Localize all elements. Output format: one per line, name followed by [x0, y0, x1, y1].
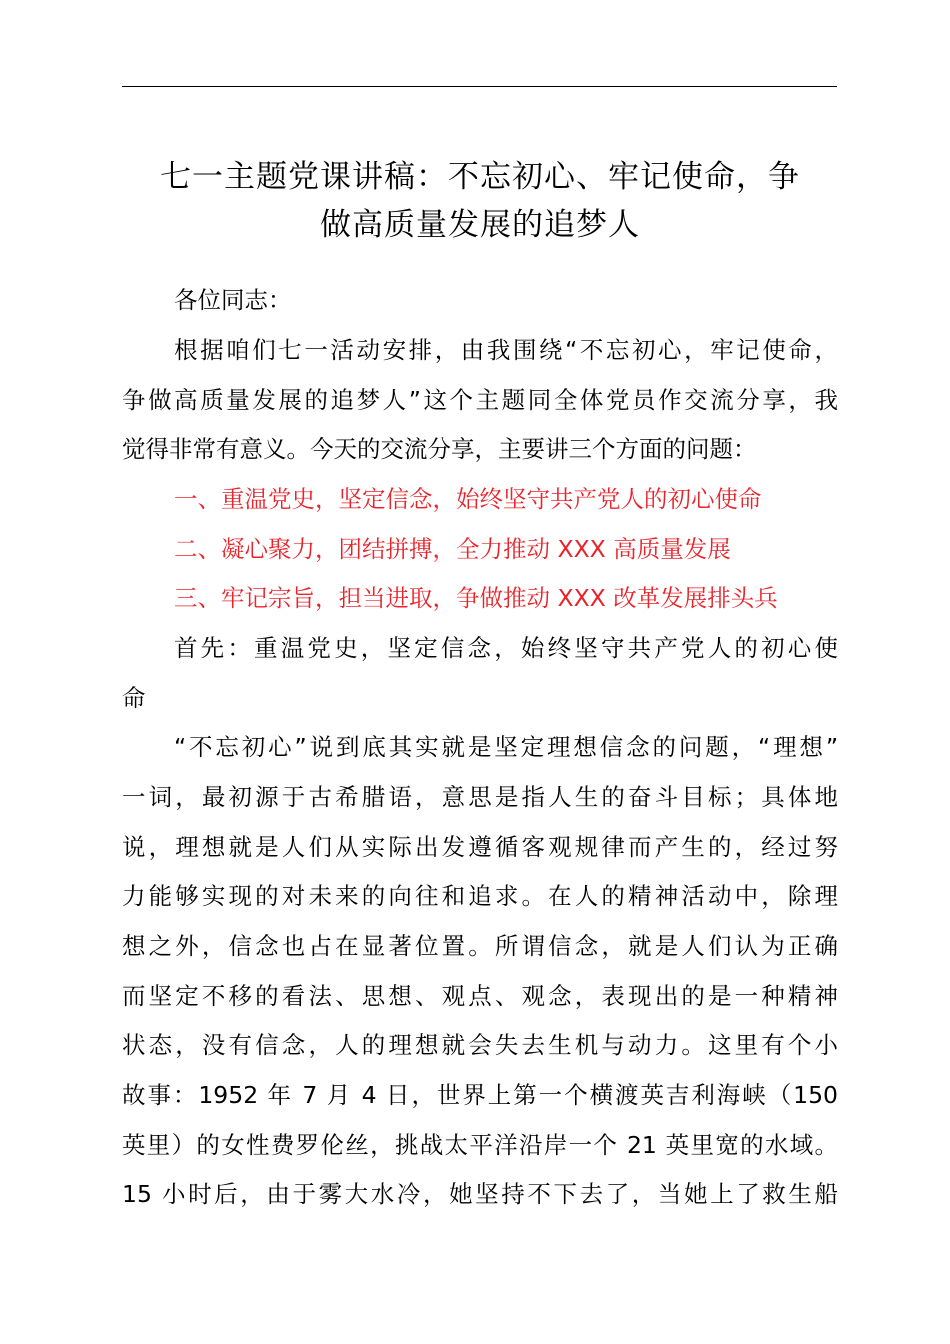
- document-title-line-2: 做高质量发展的追梦人: [320, 207, 640, 243]
- section-heading-cont: 命: [122, 684, 146, 712]
- outline-item-2: 二、凝心聚力，团结拼搏，全力推动 XXX 高质量发展: [174, 535, 731, 563]
- body-line: 一词，最初源于古希腊语，意思是指人生的奋斗目标；具体地: [122, 783, 838, 811]
- intro-line: 觉得非常有意义。今天的交流分享，主要讲三个方面的问题：: [122, 435, 757, 463]
- intro-line: 根据咱们七一活动安排，由我围绕“不忘初心，牢记使命，: [174, 336, 838, 364]
- body-line: 力能够实现的对未来的向往和追求。在人的精神活动中，除理: [122, 882, 838, 910]
- body-line: “不忘初心”说到底其实就是坚定理想信念的问题，“理想”: [174, 733, 838, 761]
- body-line: 说，理想就是人们从实际出发遵循客观规律而产生的，经过努: [122, 833, 838, 861]
- header-rule: [122, 86, 837, 87]
- outline-item-1: 一、重温党史，坚定信念，始终坚守共产党人的初心使命: [174, 485, 762, 513]
- body-line: 英里）的女性费罗伦丝，挑战太平洋沿岸一个 21 英里宽的水域。: [122, 1131, 838, 1159]
- body-line: 想之外，信念也占在显著位置。所谓信念，就是人们认为正确: [122, 932, 838, 960]
- body-line: 15 小时后，由于雾大水冷，她坚持不下去了，当她上了救生船: [122, 1180, 838, 1208]
- section-heading: 首先：重温党史，坚定信念，始终坚守共产党人的初心使: [174, 634, 838, 662]
- body-line: 故事：1952 年 7 月 4 日，世界上第一个横渡英吉利海峡（150: [122, 1081, 838, 1109]
- salutation: 各位同志：: [174, 286, 292, 314]
- intro-line: 争做高质量发展的追梦人”这个主题同全体党员作交流分享，我: [122, 386, 838, 414]
- body-line: 而坚定不移的看法、思想、观点、观念，表现出的是一种精神: [122, 982, 838, 1010]
- body-line: 状态，没有信念，人的理想就会失去生机与动力。这里有个小: [122, 1031, 838, 1059]
- document-title-line-1: 七一主题党课讲稿：不忘初心、牢记使命，争: [160, 159, 800, 195]
- outline-item-3: 三、牢记宗旨，担当进取，争做推动 XXX 改革发展排头兵: [174, 584, 778, 612]
